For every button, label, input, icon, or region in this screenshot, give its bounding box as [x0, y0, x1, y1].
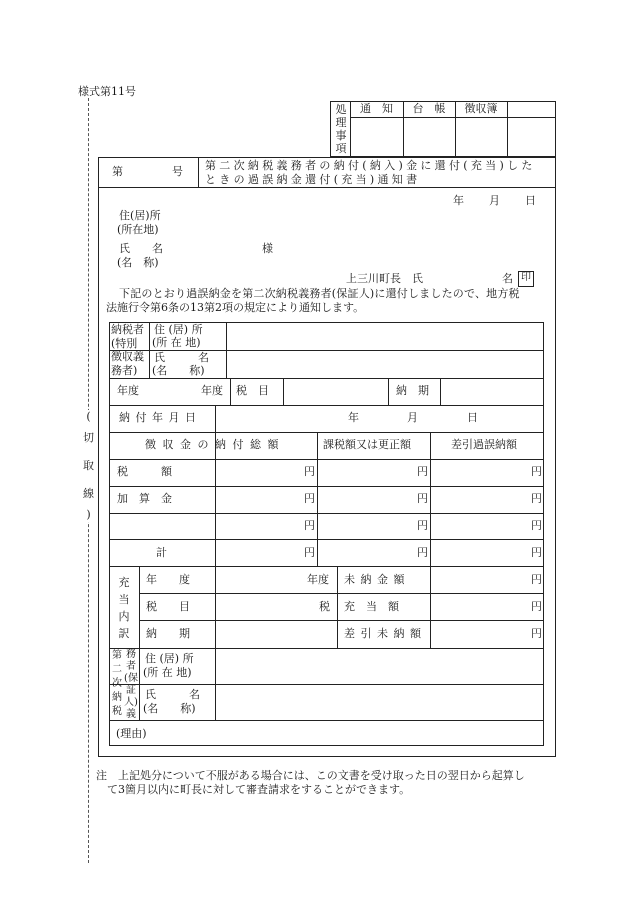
yen-unit: 円	[417, 465, 428, 478]
total-paid-header: 徴 収 金 の 納 付 総 額	[145, 438, 280, 451]
app-item-suffix: 税	[319, 600, 330, 613]
app-item-label: 税 目	[146, 600, 190, 613]
yen-unit: 円	[531, 546, 542, 559]
secondary-address-sub: (所 在 地)	[143, 666, 192, 679]
tax-amount-label: 税 額	[117, 465, 172, 478]
taxpayer-name-sub: (名 称)	[152, 364, 205, 377]
date-month: 月	[489, 194, 500, 207]
yen-unit: 円	[531, 600, 542, 613]
form-number: 様式第11号	[78, 85, 136, 98]
number-suffix: 号	[172, 165, 183, 178]
addressee-name-label: 氏 名	[119, 242, 163, 255]
refund-header: 差引過誤納額	[451, 438, 517, 451]
addressee-name-sub: (名 称)	[117, 256, 159, 269]
fiscal-year-label: 年度	[117, 384, 139, 397]
detail-table	[109, 322, 544, 746]
yen-unit: 円	[417, 546, 428, 559]
number-label: 第	[112, 165, 123, 178]
processing-col-collection: 徴収簿	[464, 102, 498, 115]
note-line1: 注 上記処分について不服がある場合には、この文書を受け取った日の翌日から起算し	[96, 769, 525, 782]
addressee-address-label: 住(居)所	[119, 209, 161, 222]
yen-unit: 円	[531, 573, 542, 586]
issuer-title: 上三川町長 氏	[346, 272, 423, 285]
total-label: 計	[156, 546, 167, 559]
yen-unit: 円	[417, 492, 428, 505]
note-line2: て3箇月以内に町長に対して審査請求をすることができます。	[107, 783, 411, 796]
yen-unit: 円	[531, 627, 542, 640]
additional-label: 加 算 金	[117, 492, 172, 505]
taxpayer-name-label: 氏 名	[154, 351, 209, 364]
seal-mark: 印	[518, 271, 534, 287]
taxpayer-label: 納税者 (特別 徴収義 務者)	[111, 323, 144, 377]
fiscal-year-suffix: 年度	[201, 384, 223, 397]
date-day: 日	[525, 194, 536, 207]
yen-unit: 円	[304, 546, 315, 559]
cut-line-label: ( 切 取 線 )	[83, 410, 94, 521]
tax-item-label: 税 目	[236, 384, 269, 397]
appropriated-label: 充 当 額	[344, 600, 399, 613]
issuer-name-suffix: 名	[502, 272, 513, 285]
secondary-label-col-a: 第 二 次 納 税	[112, 650, 122, 717]
date-year: 年	[453, 194, 464, 207]
pay-date-year: 年	[348, 411, 359, 424]
assessed-header: 課税額又は更正額	[323, 438, 411, 451]
addressee-honorific: 様	[262, 242, 273, 255]
processing-col-notice: 通 知	[360, 102, 393, 115]
app-period-label: 納 期	[146, 627, 190, 640]
app-year-label: 年 度	[146, 573, 190, 586]
intro-line1: 下記のとおり過誤納金を第二次納税義務者(保証人)に還付しましたので、地方税	[119, 287, 520, 300]
remaining-label: 差 引 未 納 額	[344, 627, 422, 640]
taxpayer-address-label: 住 (居) 所	[154, 323, 203, 336]
pay-date-day: 日	[467, 411, 478, 424]
form-title-line2: ときの過誤納金還付(充当)通知書	[205, 173, 421, 186]
yen-unit: 円	[531, 492, 542, 505]
processing-col-ledger: 台 帳	[412, 102, 446, 115]
secondary-address-label: 住 (居) 所	[145, 652, 194, 665]
intro-line2: 法施行令第6条の13第2項の規定により通知します。	[106, 301, 365, 314]
form-title-line1: 第二次納税義務者の納付(納入)金に還付(充当)した	[205, 159, 536, 172]
unpaid-label: 未 納 金 額	[344, 573, 406, 586]
period-label: 納 期	[396, 384, 429, 397]
yen-unit: 円	[304, 519, 315, 532]
taxpayer-address-sub: (所 在 地)	[152, 336, 201, 349]
reason-label: (理由)	[116, 727, 147, 740]
yen-unit: 円	[304, 465, 315, 478]
processing-label: 処 理 事 項	[335, 103, 347, 155]
secondary-label-col-b: 務 者 (保 証 人) 義	[124, 649, 138, 720]
secondary-name-sub: (名 称)	[143, 702, 196, 715]
addressee-address-sub: (所在地)	[117, 223, 159, 236]
secondary-name-label: 氏 名	[145, 688, 200, 701]
pay-date-month: 月	[407, 411, 418, 424]
yen-unit: 円	[304, 492, 315, 505]
yen-unit: 円	[531, 519, 542, 532]
appropriation-label: 充 当 内 訳	[118, 576, 130, 640]
pay-date-label: 納 付 年 月 日	[119, 411, 197, 424]
app-year-suffix: 年度	[307, 573, 329, 586]
yen-unit: 円	[417, 519, 428, 532]
yen-unit: 円	[531, 465, 542, 478]
